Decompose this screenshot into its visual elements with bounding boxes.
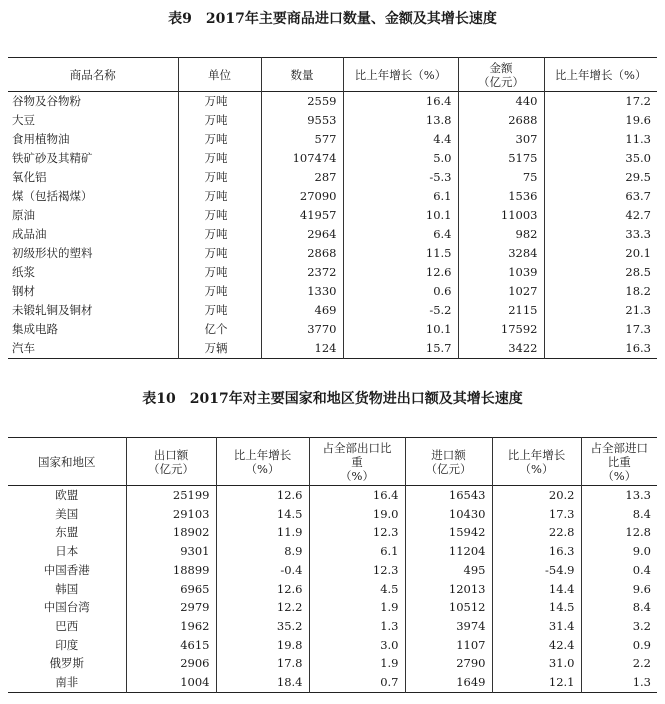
table-cell: 氧化铝: [12, 170, 47, 184]
table-cell: 2868: [261, 244, 343, 263]
table-cell: 18.4: [216, 673, 309, 692]
table-cell: 0.7: [309, 673, 405, 692]
table10-caption: 表10 2017年对主要国家和地区货物进出口额及其增长速度: [142, 391, 523, 407]
table-cell: 15942: [405, 523, 492, 542]
column-header: 比上年增长（%）: [544, 58, 657, 92]
table-cell: 6965: [126, 580, 216, 599]
table-cell: 495: [405, 561, 492, 580]
table-cell: 14.5: [216, 505, 309, 524]
table-cell: 17.8: [216, 654, 309, 673]
table-cell: 11.9: [216, 523, 309, 542]
table-cell: 124: [261, 339, 343, 359]
table-cell: 1962: [126, 617, 216, 636]
table-cell: 万吨: [178, 130, 261, 149]
table-cell: 万吨: [178, 111, 261, 130]
table-cell: 17592: [458, 320, 544, 339]
column-header: 占全部出口比 重 （%）: [309, 438, 405, 486]
table-row: [8, 617, 657, 636]
table-cell: 巴西: [55, 618, 79, 633]
table-cell: 14.4: [492, 580, 581, 599]
table-cell: 16.4: [343, 92, 458, 112]
column-header: 比上年增长 （%）: [492, 438, 581, 486]
table-cell: 6.1: [343, 187, 458, 206]
table-cell: 11.5: [343, 244, 458, 263]
table-cell: 10.1: [343, 320, 458, 339]
table-cell: 22.8: [492, 523, 581, 542]
table-cell: 10430: [405, 505, 492, 524]
table-cell: 1649: [405, 673, 492, 692]
table-cell: 1004: [126, 673, 216, 692]
table9-caption: 表9 2017年主要商品进口数量、金额及其增长速度: [168, 11, 497, 27]
table-cell: 29.5: [544, 168, 657, 187]
table-cell: 2559: [261, 92, 343, 112]
table-cell: 2964: [261, 225, 343, 244]
table-cell: 29103: [126, 505, 216, 524]
column-header: 出口额 （亿元）: [126, 438, 216, 486]
table-cell: 20.2: [492, 486, 581, 505]
trade-partners-table: [8, 437, 657, 693]
table-cell: 12.8: [581, 523, 657, 542]
table-cell: 1.9: [309, 654, 405, 673]
table-cell: 21.3: [544, 301, 657, 320]
table-cell: 万吨: [178, 187, 261, 206]
table-cell: 8.4: [581, 598, 657, 617]
table-row: [8, 339, 657, 359]
table-cell: 982: [458, 225, 544, 244]
table-cell: 大豆: [12, 113, 35, 127]
table-cell: 2790: [405, 654, 492, 673]
table-cell: 19.0: [309, 505, 405, 524]
table-cell: 35.0: [544, 149, 657, 168]
table-cell: 18902: [126, 523, 216, 542]
table-cell: 6.1: [309, 542, 405, 561]
table-cell: 食用植物油: [12, 132, 70, 146]
table-cell: 成品油: [12, 227, 47, 241]
table-cell: 初级形状的塑料: [12, 246, 93, 260]
table-cell: 1536: [458, 187, 544, 206]
table-cell: 10.1: [343, 206, 458, 225]
table-cell: 41957: [261, 206, 343, 225]
column-header: 国家和地区: [38, 454, 96, 469]
table-cell: 12.3: [309, 523, 405, 542]
table-row: [8, 301, 657, 320]
table-cell: 3.0: [309, 636, 405, 655]
table-cell: 4.5: [309, 580, 405, 599]
table-cell: 集成电路: [12, 322, 58, 336]
table-cell: 307: [458, 130, 544, 149]
table-row: [8, 282, 657, 301]
table-row: [8, 187, 657, 206]
table-cell: 2372: [261, 263, 343, 282]
table-header-row: [8, 438, 657, 486]
table-cell: 31.0: [492, 654, 581, 673]
table-cell: 14.5: [492, 598, 581, 617]
column-header: 比上年增长 （%）: [216, 438, 309, 486]
column-header: 进口额 （亿元）: [405, 438, 492, 486]
table-cell: 13.3: [581, 486, 657, 505]
table-cell: 钢材: [12, 284, 35, 298]
table-cell: 42.4: [492, 636, 581, 655]
table-cell: 19.8: [216, 636, 309, 655]
table-cell: 19.6: [544, 111, 657, 130]
table-cell: 汽车: [12, 341, 35, 355]
table-cell: 南非: [55, 675, 79, 690]
table-cell: 万吨: [178, 225, 261, 244]
table-cell: 27090: [261, 187, 343, 206]
table-row: [8, 636, 657, 655]
table-cell: 8.4: [581, 505, 657, 524]
table-cell: 欧盟: [55, 488, 79, 502]
table-cell: 日本: [55, 544, 79, 559]
table-row: [8, 523, 657, 542]
table-cell: -0.4: [216, 561, 309, 580]
table-cell: 18899: [126, 561, 216, 580]
table-cell: 12.3: [309, 561, 405, 580]
table-cell: 16.3: [544, 339, 657, 359]
table-cell: 铁矿砂及其精矿: [12, 151, 93, 165]
table-cell: 万吨: [178, 168, 261, 187]
table-cell: 17.3: [544, 320, 657, 339]
table-cell: 纸浆: [12, 265, 35, 279]
table-cell: 原油: [12, 208, 35, 222]
table-cell: 3770: [261, 320, 343, 339]
table-cell: 万辆: [178, 339, 261, 359]
table-row: [8, 561, 657, 580]
table-cell: 17.2: [544, 92, 657, 112]
table-cell: 0.9: [581, 636, 657, 655]
table-row: [8, 654, 657, 673]
table-cell: 中国台湾: [43, 600, 90, 615]
table-cell: 1.3: [309, 617, 405, 636]
table-cell: 13.8: [343, 111, 458, 130]
table-cell: 9.6: [581, 580, 657, 599]
table-cell: 1027: [458, 282, 544, 301]
table-cell: 11003: [458, 206, 544, 225]
table-row: [8, 505, 657, 524]
table-cell: 63.7: [544, 187, 657, 206]
table-cell: 12013: [405, 580, 492, 599]
table-cell: 28.5: [544, 263, 657, 282]
table-cell: 韩国: [55, 581, 79, 596]
table-cell: 亿个: [178, 320, 261, 339]
table-cell: 12.6: [216, 580, 309, 599]
column-header: 占全部进口 比重 （%）: [581, 438, 657, 486]
table-row: [8, 320, 657, 339]
table-cell: 9301: [126, 542, 216, 561]
table-row: [8, 673, 657, 692]
table-cell: 469: [261, 301, 343, 320]
table-cell: 42.7: [544, 206, 657, 225]
table-cell: 12.6: [343, 263, 458, 282]
table-cell: 16.3: [492, 542, 581, 561]
table-cell: 万吨: [178, 206, 261, 225]
table-header-row: [8, 58, 657, 92]
table-cell: 4615: [126, 636, 216, 655]
table-cell: 25199: [126, 486, 216, 505]
table-cell: 万吨: [178, 263, 261, 282]
table-cell: 1.3: [581, 673, 657, 692]
table-cell: 谷物及谷物粉: [12, 94, 81, 108]
table-cell: 东盟: [55, 525, 79, 540]
table-cell: 31.4: [492, 617, 581, 636]
table-row: [8, 130, 657, 149]
table-cell: 12.1: [492, 673, 581, 692]
table-cell: 15.7: [343, 339, 458, 359]
table-cell: 印度: [55, 637, 79, 652]
table-cell: 12.2: [216, 598, 309, 617]
table-cell: 中国香港: [43, 562, 90, 577]
table-row: [8, 263, 657, 282]
table-cell: 5.0: [343, 149, 458, 168]
table-row: [8, 486, 657, 505]
table-cell: 5175: [458, 149, 544, 168]
table-cell: 美国: [55, 506, 79, 521]
table-cell: 75: [458, 168, 544, 187]
table-cell: 万吨: [178, 149, 261, 168]
table-cell: 0.6: [343, 282, 458, 301]
table-cell: 12.6: [216, 486, 309, 505]
table-cell: 11.3: [544, 130, 657, 149]
column-header: 比上年增长（%）: [343, 58, 458, 92]
table-cell: 俄罗斯: [49, 656, 84, 671]
table-cell: 287: [261, 168, 343, 187]
table-cell: 2688: [458, 111, 544, 130]
table-cell: 107474: [261, 149, 343, 168]
table-cell: 2906: [126, 654, 216, 673]
table-cell: -5.2: [343, 301, 458, 320]
column-header: 单位: [178, 58, 261, 92]
table-cell: 1107: [405, 636, 492, 655]
table-row: [8, 225, 657, 244]
table-cell: 3422: [458, 339, 544, 359]
table-cell: 0.4: [581, 561, 657, 580]
table-row: [8, 542, 657, 561]
table-cell: 2115: [458, 301, 544, 320]
table-cell: -5.3: [343, 168, 458, 187]
table-cell: -54.9: [492, 561, 581, 580]
table-row: [8, 149, 657, 168]
table-cell: 万吨: [178, 282, 261, 301]
table-cell: 2979: [126, 598, 216, 617]
table-cell: 11204: [405, 542, 492, 561]
table-cell: 1039: [458, 263, 544, 282]
import-commodities-table: [8, 57, 657, 359]
table-cell: 万吨: [178, 244, 261, 263]
table-cell: 577: [261, 130, 343, 149]
table-cell: 3284: [458, 244, 544, 263]
table-cell: 16.4: [309, 486, 405, 505]
table-row: [8, 598, 657, 617]
table-cell: 9553: [261, 111, 343, 130]
column-header: 数量: [261, 58, 343, 92]
table-cell: 18.2: [544, 282, 657, 301]
table-cell: 煤（包括褐煤）: [12, 189, 93, 203]
table-cell: 10512: [405, 598, 492, 617]
table-row: [8, 580, 657, 599]
table-row: [8, 206, 657, 225]
table-row: [8, 244, 657, 263]
table-cell: 未锻轧铜及铜材: [12, 303, 93, 317]
table-cell: 35.2: [216, 617, 309, 636]
table-cell: 万吨: [178, 301, 261, 320]
table-cell: 9.0: [581, 542, 657, 561]
table-cell: 440: [458, 92, 544, 112]
column-header: 金额 （亿元）: [458, 58, 544, 92]
table-cell: 3974: [405, 617, 492, 636]
column-header: 商品名称: [69, 67, 116, 82]
table-cell: 4.4: [343, 130, 458, 149]
table-cell: 20.1: [544, 244, 657, 263]
table-row: [8, 168, 657, 187]
table-cell: 1330: [261, 282, 343, 301]
table-cell: 17.3: [492, 505, 581, 524]
table-cell: 33.3: [544, 225, 657, 244]
table-cell: 2.2: [581, 654, 657, 673]
table-cell: 16543: [405, 486, 492, 505]
table-cell: 6.4: [343, 225, 458, 244]
table-cell: 8.9: [216, 542, 309, 561]
table-cell: 3.2: [581, 617, 657, 636]
table-row: [8, 92, 657, 112]
table-row: [8, 111, 657, 130]
table-cell: 万吨: [178, 92, 261, 112]
table-cell: 1.9: [309, 598, 405, 617]
